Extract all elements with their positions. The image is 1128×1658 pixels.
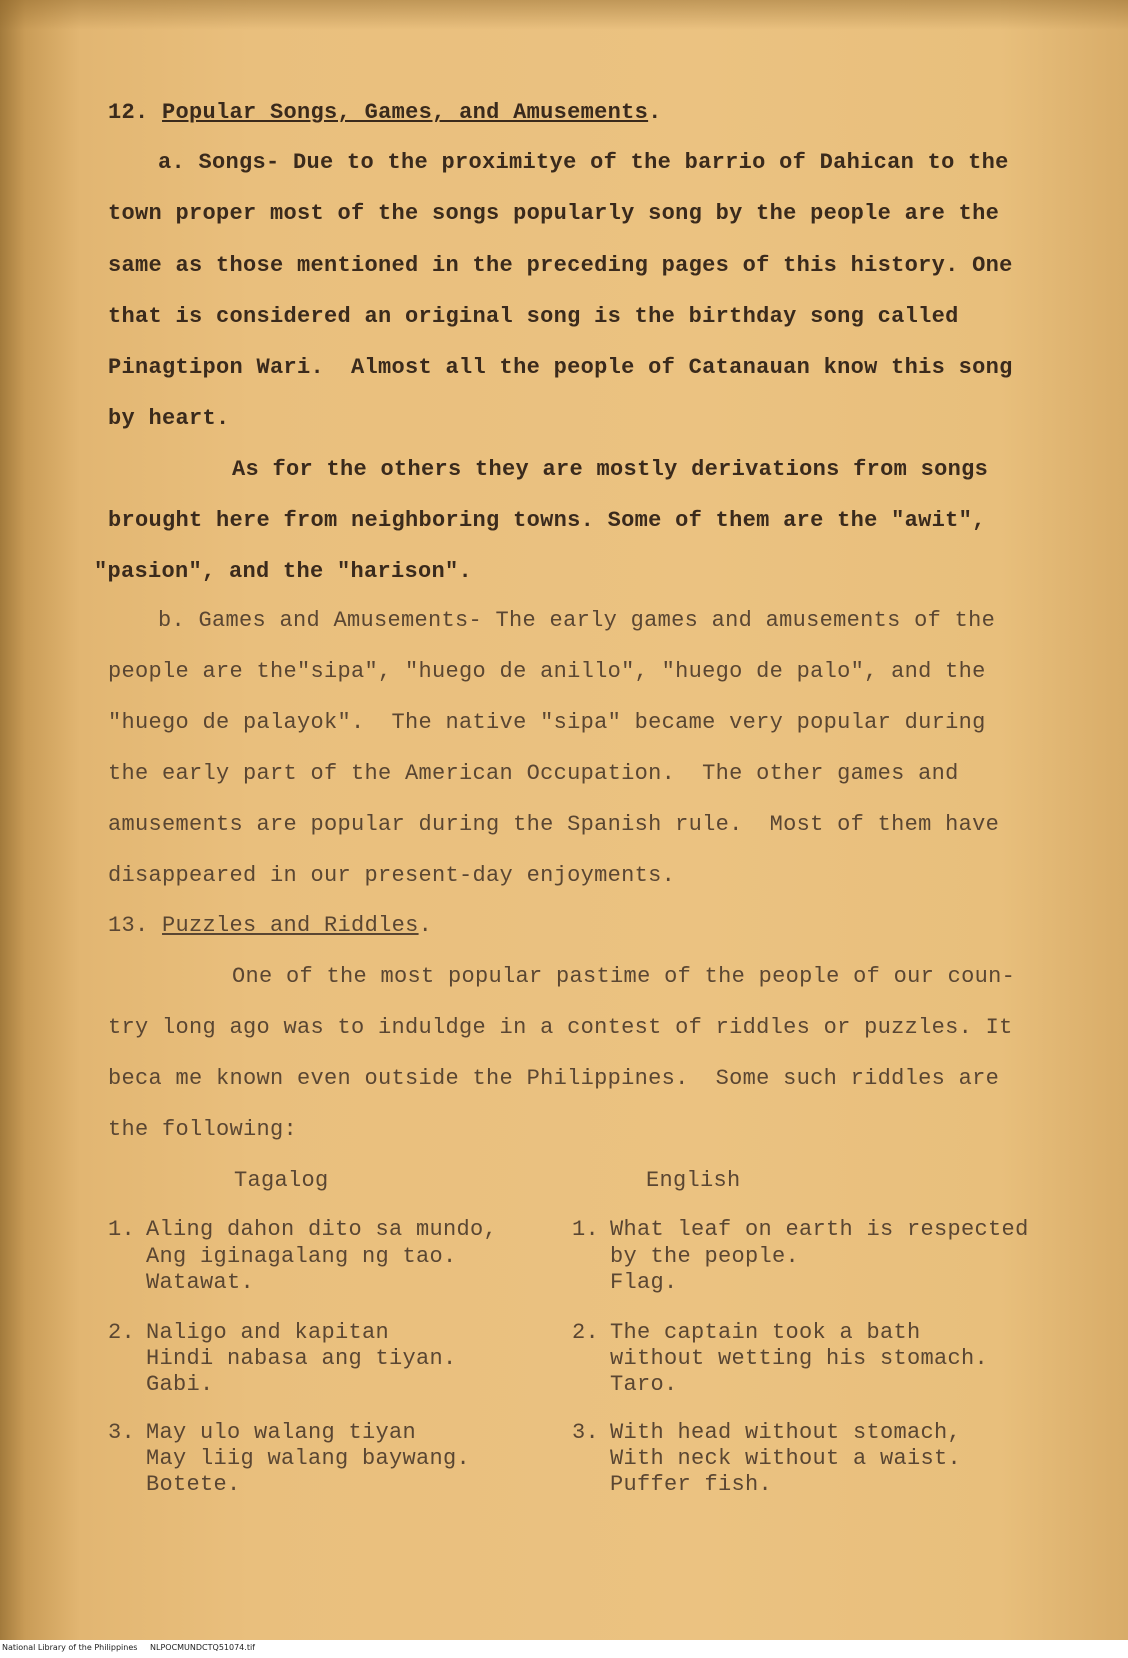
para-a-line-2: town proper most of the songs popularly song by the people are the — [108, 201, 1000, 226]
section-13-heading: 13. Puzzles and Riddles. — [108, 913, 433, 938]
riddle-1-english-answer: Flag. — [610, 1270, 678, 1295]
para-others-line-3: "pasion", and the "harison". — [94, 559, 473, 584]
riddle-2-tagalog-line-1: Naligo and kapitan — [146, 1320, 390, 1345]
riddle-2-english-line-2: without wetting his stomach. — [610, 1346, 989, 1371]
column-header-tagalog: Tagalog — [234, 1168, 329, 1193]
para-b-line-3: "huego de palayok". The native "sipa" became very popular during — [108, 710, 986, 735]
para-b-line-6: disappeared in our present-day enjoyments. — [108, 863, 676, 888]
riddle-1-english-line-1: What leaf on earth is respected — [610, 1217, 1029, 1242]
riddle-1-tagalog-answer: Watawat. — [146, 1270, 255, 1295]
page-top-edge — [0, 0, 1128, 30]
para-a-line-3: same as those mentioned in the preceding pages of this history. One — [108, 253, 1013, 278]
riddle-3-english-number: 3. — [572, 1420, 600, 1445]
para-13-line-3: beca me known even outside the Philippines. Some such riddles are — [108, 1066, 1000, 1091]
riddle-2-tagalog-line-2: Hindi nabasa ang tiyan. — [146, 1346, 457, 1371]
section-12-number: 12. — [108, 100, 149, 125]
section-13-title: Puzzles and Riddles — [162, 913, 419, 938]
riddle-2-tagalog-answer: Gabi. — [146, 1372, 214, 1397]
section-12-title: Popular Songs, Games, and Amusements — [162, 100, 649, 125]
riddle-3-tagalog-line-2: May liig walang baywang. — [146, 1446, 471, 1471]
riddle-3-tagalog-line-1: May ulo walang tiyan — [146, 1420, 417, 1445]
riddle-1-english-line-2: by the people. — [610, 1244, 800, 1269]
riddle-2-english-answer: Taro. — [610, 1372, 678, 1397]
para-13-line-4: the following: — [108, 1117, 298, 1142]
para-b-line-4: the early part of the American Occupation. The other games and — [108, 761, 959, 786]
riddle-3-tagalog-answer: Botete. — [146, 1472, 241, 1497]
riddle-3-english-line-2: With neck without a waist. — [610, 1446, 962, 1471]
para-others-line-1: As for the others they are mostly derivations from songs — [232, 457, 989, 482]
para-b-line-5: amusements are popular during the Spanish rule. Most of them have — [108, 812, 1000, 837]
para-13-line-1: One of the most popular pastime of the people of our coun- — [232, 964, 1016, 989]
riddle-3-english-line-1: With head without stomach, — [610, 1420, 962, 1445]
riddle-1-tagalog-line-2: Ang iginagalang ng tao. — [146, 1244, 457, 1269]
para-13-line-2: try long ago was to induldge in a contest of riddles or puzzles. It — [108, 1015, 1013, 1040]
riddle-3-english-answer: Puffer fish. — [610, 1472, 773, 1497]
para-a-line-5: Pinagtipon Wari. Almost all the people of Catanauan know this song — [108, 355, 1013, 380]
section-12-heading: 12. Popular Songs, Games, and Amusements. — [108, 100, 662, 125]
footer-library-name: National Library of the Philippines — [2, 1643, 138, 1652]
riddle-2-english-line-1: The captain took a bath — [610, 1320, 921, 1345]
para-b-line-2: people are the"sipa", "huego de anillo", "huego de palo", and the — [108, 659, 986, 684]
riddle-3-number: 3. — [108, 1420, 136, 1445]
riddle-1-english-number: 1. — [572, 1217, 600, 1242]
section-13-number: 13. — [108, 913, 149, 938]
riddle-1-tagalog-line-1: Aling dahon dito sa mundo, — [146, 1217, 498, 1242]
riddle-1-number: 1. — [108, 1217, 136, 1242]
para-others-line-2: brought here from neighboring towns. Some of them are the "awit", — [108, 508, 986, 533]
para-a-line-6: by heart. — [108, 406, 230, 431]
para-a-line-1: a. Songs- Due to the proximitye of the barrio of Dahican to the — [158, 150, 1009, 175]
para-b-line-1: b. Games and Amusements- The early games and amusements of the — [158, 608, 996, 633]
riddle-2-english-number: 2. — [572, 1320, 600, 1345]
riddle-2-number: 2. — [108, 1320, 136, 1345]
para-a-line-4: that is considered an original song is the birthday song called — [108, 304, 959, 329]
footer-file-name: NLPOCMUNDCTQ51074.tif — [150, 1643, 255, 1652]
column-header-english: English — [646, 1168, 741, 1193]
